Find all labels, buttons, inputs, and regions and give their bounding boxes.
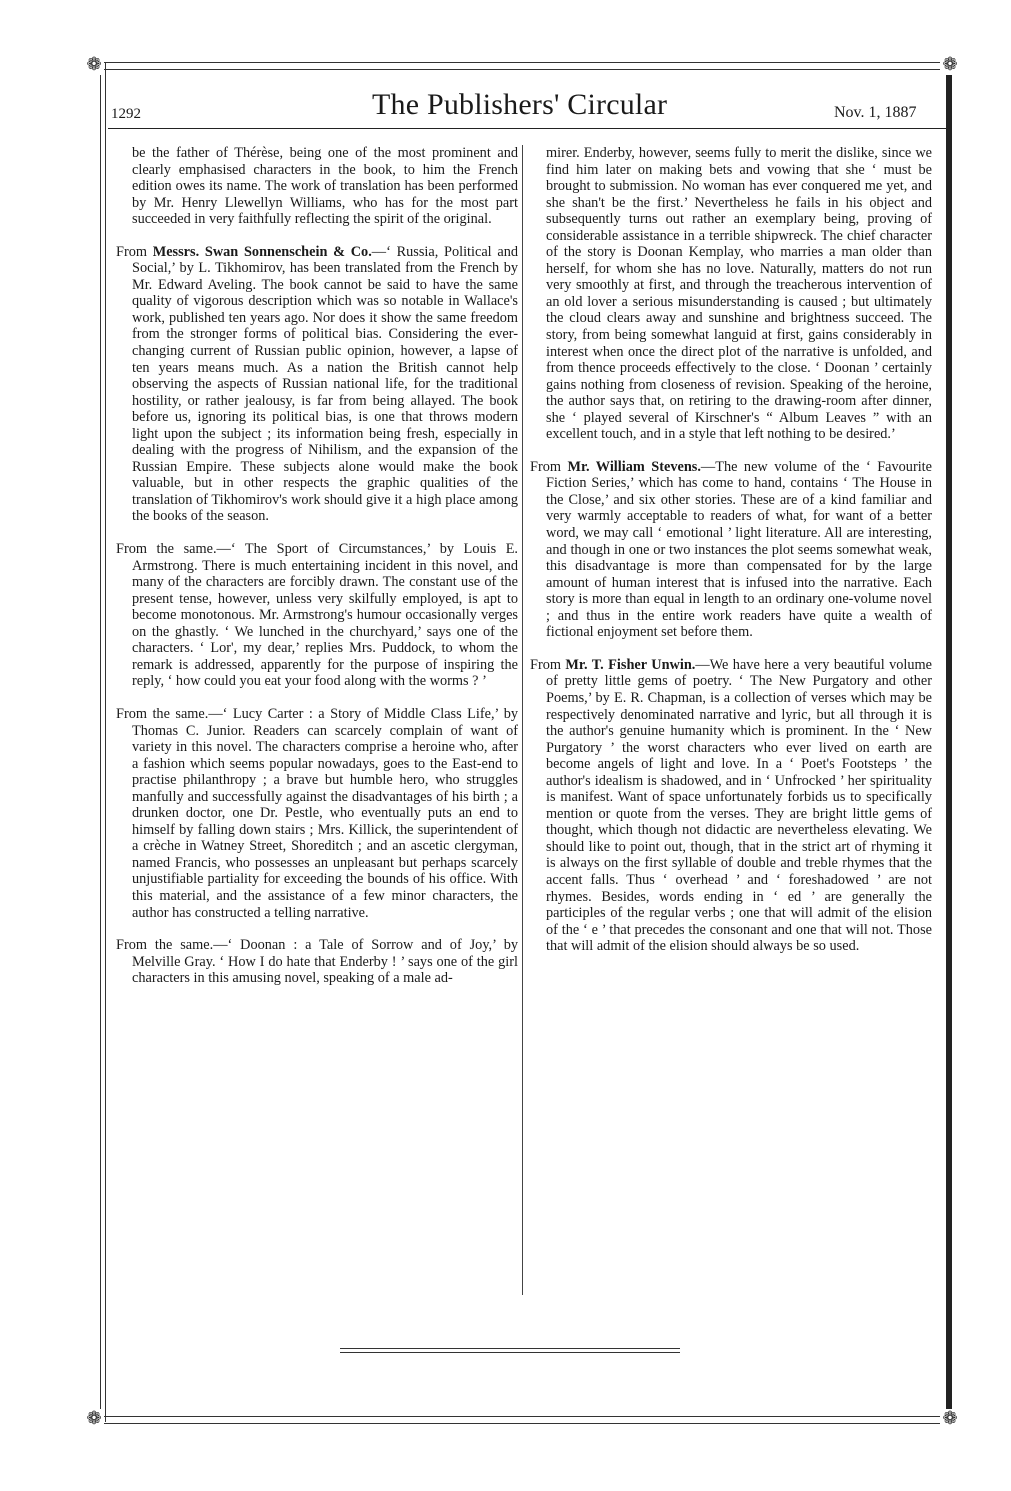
review-paragraph [530, 657, 932, 955]
review-paragraph [530, 145, 932, 443]
review-paragraph [116, 145, 518, 228]
review-text: —‘ The Sport of Circumstances,’ by Louis E. Armstrong. There is much entertaining incident in this novel, and many of the characters are forcibly drawn. The constant use of the present tense, however, unless very skilfully employed, is apt to become monotonous. Mr. Armstrong's humour occasionally verges on the ghastly. ‘ We lunched in the churchyard,’ says one of the characters. ‘ Lor', my dear,’ replies Mrs. Puddock, to whom the remark is addressed, apparently for the purpose of inspiring the reply, ‘ how could you eat your food along with the worms ? ’ [132, 541, 518, 690]
publisher-name: Mr. T. Fisher Unwin. [565, 656, 696, 673]
left-column [116, 145, 518, 1003]
corner-ornament-icon: ❁ [84, 1409, 104, 1429]
page-number: 1292 [111, 106, 141, 122]
column-divider [522, 145, 523, 1295]
review-text: —‘ Lucy Carter : a Story of Middle Class Life,’ by Thomas C. Junior. Readers can scarcely complain of want of variety in this novel. The characters comprise a heroine who, after a fashion which seems popular nowadays, goes to the East-end to practise philanthropy ; a brave but humble hero, who struggles manfully and successfully against the disadvantages of his birth ; a drunken doctor, one Dr. Pestle, who eventually puts an end to himself by falling down stairs ; Mrs. Killick, the superintendent of a crèche in Watney Street, Shoreditch ; and an ascetic clergyman, named Francis, who possesses an unpleasant but perhaps scarcely unjustifiable partiality for exceeding the bounds of his office. With this material, and the assistance of a few minor characters, the author has constructed a telling narrative. [132, 705, 518, 921]
publisher-name: Mr. William Stevens. [567, 458, 701, 475]
review-text: —We have here a very beautiful volume of pretty little gems of poetry. ‘ The New Purgatory and other Poems,’ by E. R. Chapman, is a collection of verses which may be respectively denominated narrative and lyric, but all through it is the author's genuine humanity which is prominent. In the ‘ New Purgatory ’ the worst characters who ever lived on earth are become angels of light and love. In a ‘ Poet's Footsteps ’ the author's idealism is shadowed, and in ‘ Unfrocked ’ her spirituality is manifest. Want of space unfortunately forbids us to specifically mention or quote from the verses. They are bright little gems of thought, which though not didactic are nevertheless elevating. We should like to point out, though, that in the strict art of rhyming it is always on the first syllable of double and treble rhymes that the accent falls. Thus ‘ overhead ’ and ‘ foreshadowed ’ are not rhymes. Besides, words ending in ‘ ed ’ are generally the participles of the regular verbs ; one that will admit of the elision of the ‘ e ’ that precedes the consonant and one that will not. Those that will admit of the elision should always be so used. [546, 656, 932, 955]
right-border-rule [946, 62, 952, 1422]
review-paragraph [116, 244, 518, 525]
header-rule [108, 128, 946, 129]
review-paragraph [116, 541, 518, 690]
right-column [530, 145, 932, 971]
bottom-border-rule [90, 1416, 956, 1424]
corner-ornament-icon: ❁ [940, 55, 960, 75]
corner-ornament-icon: ❁ [940, 1409, 960, 1429]
review-text: —The new volume of the ‘ Favourite Fiction Series,’ which has come to hand, contains ‘ The House in the Close,’ and six other stories. These are of a kind familiar and very warmly acceptable to readers of what, for want of a better word, we may call ‘ emotional ’ light literature. All are interesting, and though in one or two instances the plot seems somewhat weak, this disadvantage is more than compensated for by the large amount of human interest that is infused into the narrative. Each story is more than equal in length to an ordinary one-volume novel ; and thus in the entire work readers have quite a wealth of fictional enjoyment set before them. [546, 458, 932, 641]
review-prefix: From [530, 458, 568, 475]
corner-ornament-icon: ❁ [84, 55, 104, 75]
review-paragraph [116, 706, 518, 921]
review-prefix: From the same. [116, 705, 209, 722]
page-title: The Publishers' Circular [372, 88, 668, 121]
review-text: mirer. Enderby, however, seems fully to merit the dislike, since we find him later on making bets and vowing that she ‘ must be brought to submission. No woman has ever conquered me yet, and she shan't be the first.’ Nevertheless he fails in his object and subsequently turns out rather an exemplary being, proving of considerable assistance in a terrible shipwreck. The chief character of the story is Doonan Kemplay, who marries a man older than herself, for whom she has no love. Naturally, matters do not run very smoothly at first, and through the treacherous intervention of an old lover a serious misunderstanding is caused ; but ultimately the cloud clears away and sunshine and brightness succeed. The story, from being somewhat languid at first, gains considerably in interest when once the direct plot of the narrative is unfolded, and from thence proceeds effectively to the close. ‘ Doonan ’ certainly gains nothing from closeness of revision. Speaking of the heroine, the author says that, on retiring to the drawing-room after dinner, she ‘ played several of Kirschner's “ Album Leaves ” with an excellent touch, and in a style that left nothing to be desired.’ [546, 145, 932, 443]
review-prefix: From [530, 656, 566, 673]
left-border-rule [100, 62, 106, 1422]
top-border-rule [90, 62, 956, 70]
review-prefix: From the same. [116, 937, 214, 954]
issue-date: Nov. 1, 1887 [834, 104, 917, 121]
review-text: —‘ Russia, Political and Social,’ by L. Tikhomirov, has been translated from the French by Mr. Edward Aveling. The book cannot be said to have the same quality of vigorous description which was so notable in Wallace's work, published ten years ago. Nor does it show the same freedom from the stronger forms of political bias. Considering the ever-changing current of Russian public opinion, however, a lapse of ten years means much. As a nation the British cannot help observing the aspects of Russian national life, for the traditional hostility, or rather jealousy, is far from being allayed. The book before us, ignoring its political bias, is one that throws modern light upon the subject ; its information being fresh, especially in dealing with the progress of Nihilism, and the expansion of the Russian Empire. These subjects alone would make the book valuable, but in other respects the graphic qualities of the translation of Tikhomirov's work should give it a high place among the books of the season. [132, 243, 519, 525]
review-prefix: From [116, 243, 153, 260]
review-text: —‘ Doonan : a Tale of Sorrow and of Joy,’ by Melville Gray. ‘ How I do hate that Enderby ! ’ says one of the girl characters in this amusing novel, speaking of a male ad- [132, 937, 518, 987]
publisher-name: Messrs. Swan Sonnenschein & Co. [152, 243, 372, 260]
review-prefix: From the same. [116, 541, 217, 558]
review-text: be the father of Thérèse, being one of the most prominent and clearly emphasised characters in the book, to him the French edition owes its name. The work of translation has been performed by Mr. Henry Llewellyn Williams, who has for the most part succeeded in very faithfully reflecting the spirit of the original. [132, 145, 518, 228]
end-rule [340, 1348, 680, 1353]
review-paragraph [530, 459, 932, 641]
review-paragraph [116, 937, 518, 987]
